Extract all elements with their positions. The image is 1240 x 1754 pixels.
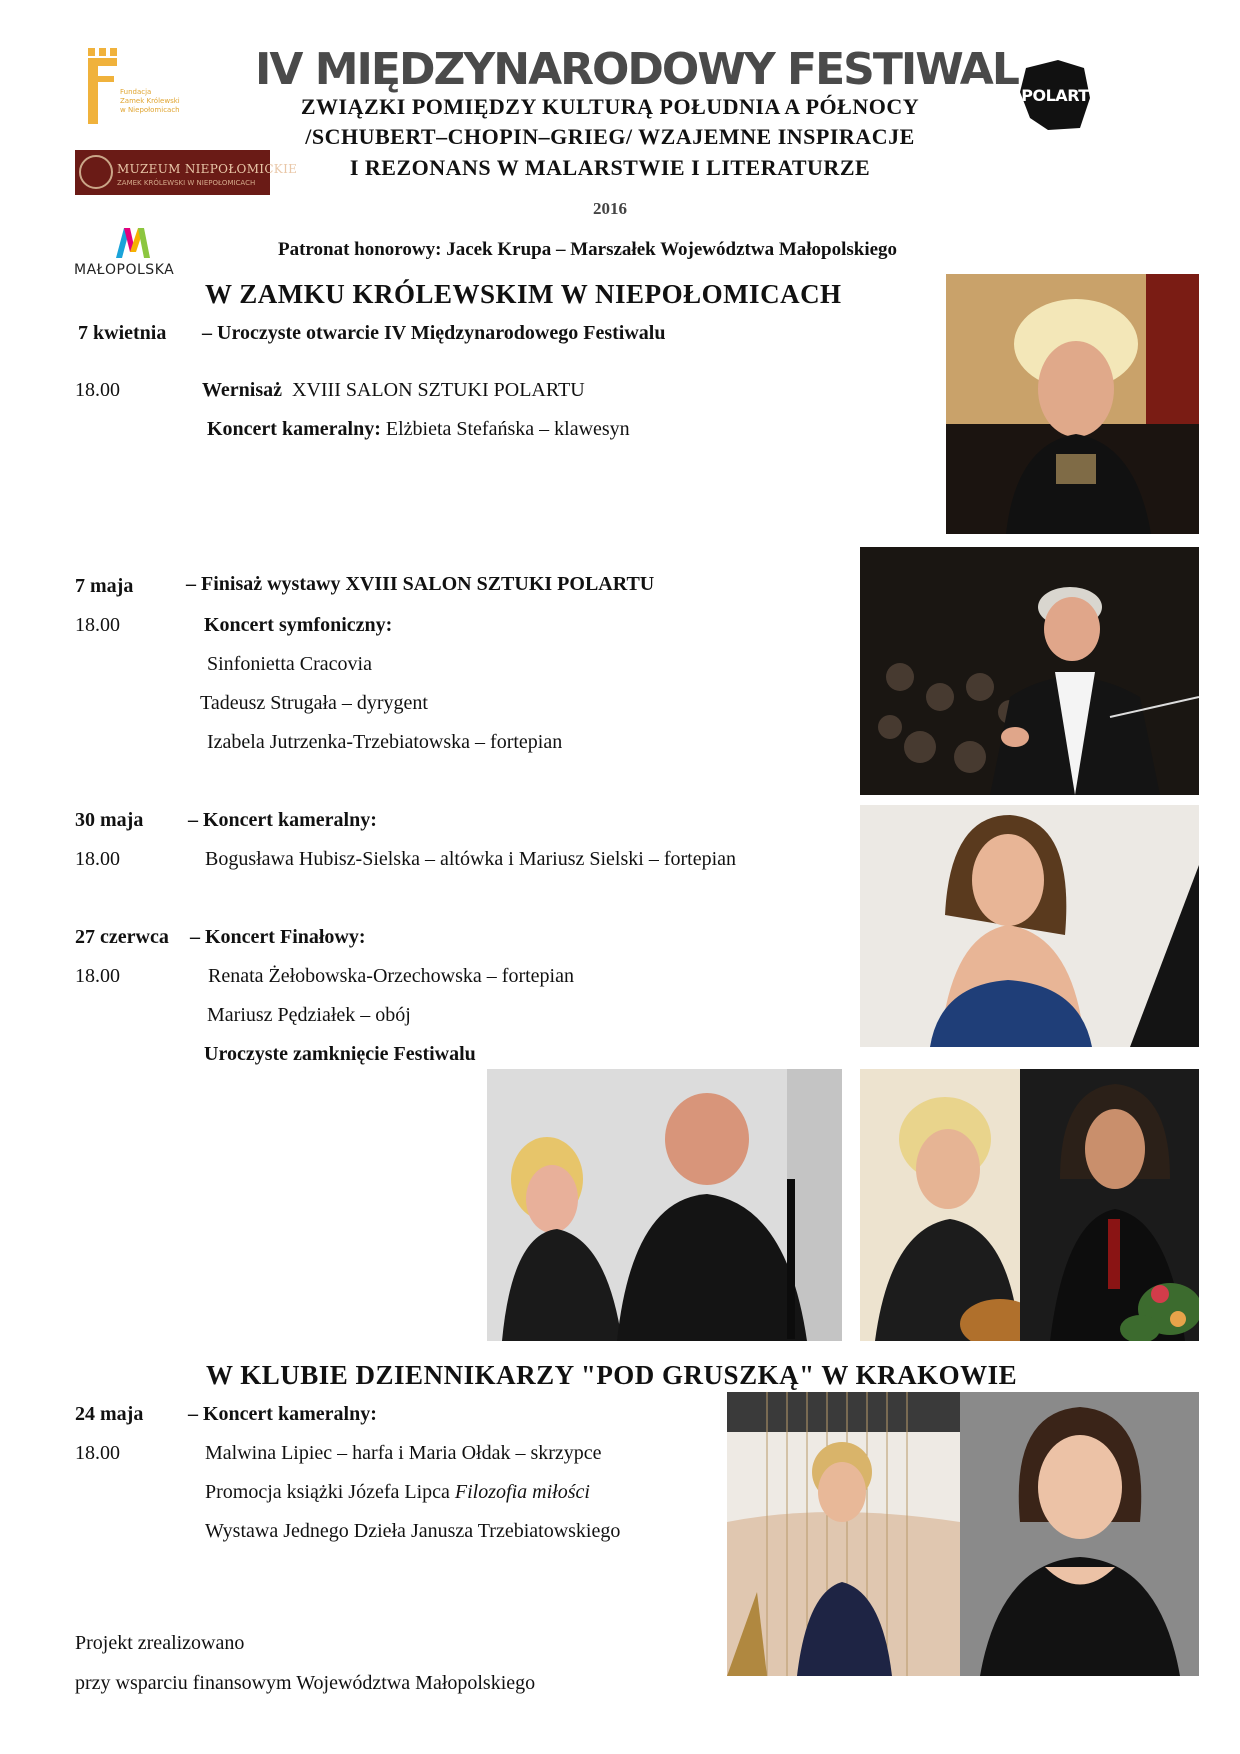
photo-oldak [960, 1392, 1199, 1676]
photo-zelobowska-pedzialek [487, 1069, 842, 1341]
event2-line-1: Sinfonietta Cracovia [207, 653, 372, 675]
event5-time: 18.00 [75, 1442, 120, 1464]
event1-koncert-text: Elżbieta Stefańska – klawesyn [385, 418, 630, 440]
event4-line-2: Mariusz Pędziałek – obój [207, 1004, 411, 1026]
castle-tower-icon [86, 48, 122, 124]
event1-date: 7 kwietnia [78, 322, 167, 344]
event2-line-2: Tadeusz Strugała – dyrygent [200, 692, 428, 714]
event3-title: – Koncert kameralny: [188, 809, 377, 831]
fundacja-line-3: w Niepołomicach [120, 106, 180, 114]
malopolska-m-icon [72, 222, 192, 262]
event2-line-3: Izabela Jutrzenka-Trzebiatowska – fortepian [207, 731, 563, 753]
event3-time: 18.00 [75, 848, 120, 870]
event2-title: – Finisaż wystawy XVIII SALON SZTUKI POLARTU [186, 573, 655, 595]
photo-stefanska [946, 274, 1199, 534]
subtitle-line-2: /SCHUBERT–CHOPIN–GRIEG/ WZAJEMNE INSPIRACJE [305, 124, 915, 149]
event1-title: – Uroczyste otwarcie IV Międzynarodowego Festiwalu [202, 322, 666, 344]
malopolska-wordmark: MAŁOPOLSKA [74, 262, 175, 278]
section-heading-klub: W KLUBIE DZIENNIKARZY "POD GRUSZKĄ" W KRAKOWIE [206, 1360, 1018, 1390]
event4-date: 27 czerwca [75, 926, 169, 948]
patronat-line: Patronat honorowy: Jacek Krupa – Marszałek Województwa Małopolskiego [278, 239, 898, 260]
muzeum-name: MUZEUM NIEPOŁOMICKIE [117, 162, 298, 176]
malopolska-logo [72, 222, 192, 282]
event2-koncert-label: Koncert symfoniczny: [204, 614, 393, 636]
photo-jutrzenka [860, 805, 1199, 1047]
event2-time: 18.00 [75, 614, 120, 636]
event1-koncert [207, 418, 630, 441]
event3-date: 30 maja [75, 809, 144, 831]
photo-lipiec [727, 1392, 960, 1676]
footer-line-1: Projekt zrealizowano [75, 1632, 245, 1654]
festival-year: 2016 [593, 199, 627, 218]
event3-line: Bogusława Hubisz-Sielska – altówka i Mariusz Sielski – fortepian [205, 848, 737, 870]
photo-sielski [1020, 1069, 1199, 1341]
muzeum-seal-icon [79, 155, 113, 189]
event2-date: 7 maja [75, 575, 134, 597]
photo-strugala [860, 547, 1199, 795]
event5-line-3: Wystawa Jednego Dzieła Janusza Trzebiatowskiego [205, 1520, 621, 1542]
event5-line-1: Malwina Lipiec – harfa i Maria Ołdak – skrzypce [205, 1442, 602, 1464]
event5-date: 24 maja [75, 1403, 144, 1425]
festival-title: IV MIĘDZYNARODOWY FESTIWAL [255, 44, 1018, 95]
event1-wernisaz-text: XVIII SALON SZTUKI POLARTU [292, 379, 585, 401]
subtitle-line-1: ZWIĄZKI POMIĘDZY KULTURĄ POŁUDNIA A PÓŁNOCY [300, 94, 920, 119]
fundacja-line-2: Zamek Królewski [120, 97, 180, 105]
event4-closing: Uroczyste zamknięcie Festiwalu [204, 1043, 476, 1065]
event1-wernisaz-label: Wernisaż [202, 379, 282, 401]
event4-line-1: Renata Żełobowska-Orzechowska – fortepian [208, 965, 574, 987]
event1-koncert-label: Koncert kameralny: [207, 418, 381, 440]
event5-line-2 [205, 1481, 590, 1504]
section-heading-zamek: W ZAMKU KRÓLEWSKIM W NIEPOŁOMICACH [205, 279, 842, 309]
event4-title: – Koncert Finałowy: [190, 926, 366, 948]
event1-wernisaz [202, 379, 585, 402]
subtitle-line-3: I REZONANS W MALARSTWIE I LITERATURZE [349, 155, 871, 180]
fundacja-logo [86, 48, 196, 124]
event1-time: 18.00 [75, 379, 120, 401]
event4-time: 18.00 [75, 965, 120, 987]
muzeum-subtitle: ZAMEK KRÓLEWSKI W NIEPOŁOMICACH [117, 179, 256, 187]
photo-hubisz-sielska [860, 1069, 1020, 1341]
footer-line-2: przy wsparciu finansowym Województwa Małopolskiego [75, 1672, 536, 1694]
polart-wordmark: POLART [1021, 86, 1089, 105]
polart-logo [1018, 58, 1092, 132]
event5-title: – Koncert kameralny: [188, 1403, 377, 1425]
book-title: Filozofia miłości [454, 1481, 590, 1503]
event5-line-2-prefix: Promocja książki Józefa Lipca [205, 1481, 450, 1503]
fundacja-line-1: Fundacja [120, 88, 152, 96]
